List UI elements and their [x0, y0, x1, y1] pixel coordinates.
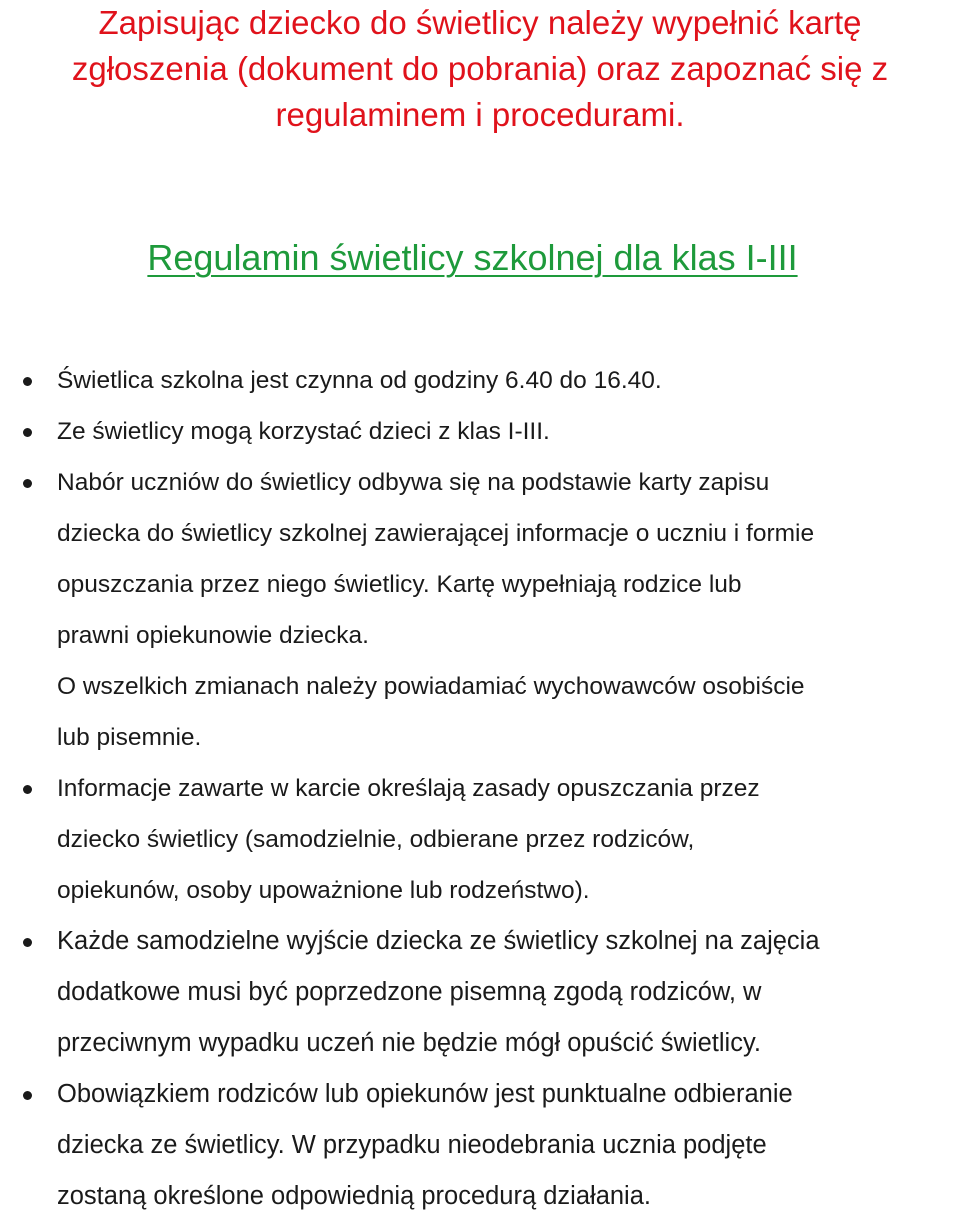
- rule-item: [0, 355, 960, 406]
- rule-line: Nabór uczniów do świetlicy odbywa się na podstawie karty zapisu: [57, 469, 770, 496]
- bullet-icon: [23, 377, 32, 386]
- rule-line: opiekunów, osoby upoważnione lub rodzeństwo).: [57, 877, 590, 904]
- rule-line: zostaną określone odpowiednią procedurą działania.: [57, 1182, 651, 1210]
- rules-heading: Regulamin świetlicy szkolnej dla klas I-III: [147, 237, 798, 278]
- rule-item: [0, 1069, 960, 1222]
- bullet-icon: [23, 479, 32, 488]
- rule-line: dziecka ze świetlicy. W przypadku nieodebrania ucznia podjęte: [57, 1131, 767, 1159]
- bullet-icon: [23, 938, 32, 947]
- rule-line: prawni opiekunowie dziecka.: [57, 622, 369, 649]
- intro-line: zgłoszenia (dokument do pobrania) oraz zapoznać się z: [71, 50, 889, 87]
- rule-item: [0, 763, 960, 916]
- rule-line: dodatkowe musi być poprzedzone pisemną zgodą rodziców, w: [57, 978, 762, 1006]
- rule-line: lub pisemnie.: [57, 724, 202, 751]
- rule-line: opuszczania przez niego świetlicy. Kartę wypełniają rodzice lub: [57, 571, 742, 598]
- intro-line: Zapisując dziecko do świetlicy należy wypełnić kartę: [98, 4, 862, 41]
- rule-item: [0, 916, 960, 1069]
- rule-line: O wszelkich zmianach należy powiadamiać wychowawców osobiście: [57, 673, 805, 700]
- bullet-icon: [23, 428, 32, 437]
- bullet-icon: [23, 785, 32, 794]
- rule-line: Ze świetlicy mogą korzystać dzieci z klas I-III.: [57, 418, 550, 445]
- rule-line: przeciwnym wypadku uczeń nie będzie mógł opuścić świetlicy.: [57, 1029, 761, 1057]
- bullet-icon: [23, 1091, 32, 1100]
- rule-line: Każde samodzielne wyjście dziecka ze świetlicy szkolnej na zajęcia: [57, 927, 820, 955]
- intro-line: regulaminem i procedurami.: [275, 96, 685, 133]
- rule-line: Świetlica szkolna jest czynna od godziny 6.40 do 16.40.: [57, 367, 662, 394]
- rule-line: dziecka do świetlicy szkolnej zawierającej informacje o uczniu i formie: [57, 520, 815, 547]
- intro-paragraph: [0, 0, 960, 138]
- rule-line: Informacje zawarte w karcie określają zasady opuszczania przez: [57, 775, 760, 802]
- rule-line: Obowiązkiem rodziców lub opiekunów jest punktualne odbieranie: [57, 1080, 793, 1108]
- rules-list: [0, 355, 960, 1222]
- rule-line: dziecko świetlicy (samodzielnie, odbierane przez rodziców,: [57, 826, 695, 853]
- rule-item: [0, 406, 960, 457]
- rule-item: [0, 457, 960, 763]
